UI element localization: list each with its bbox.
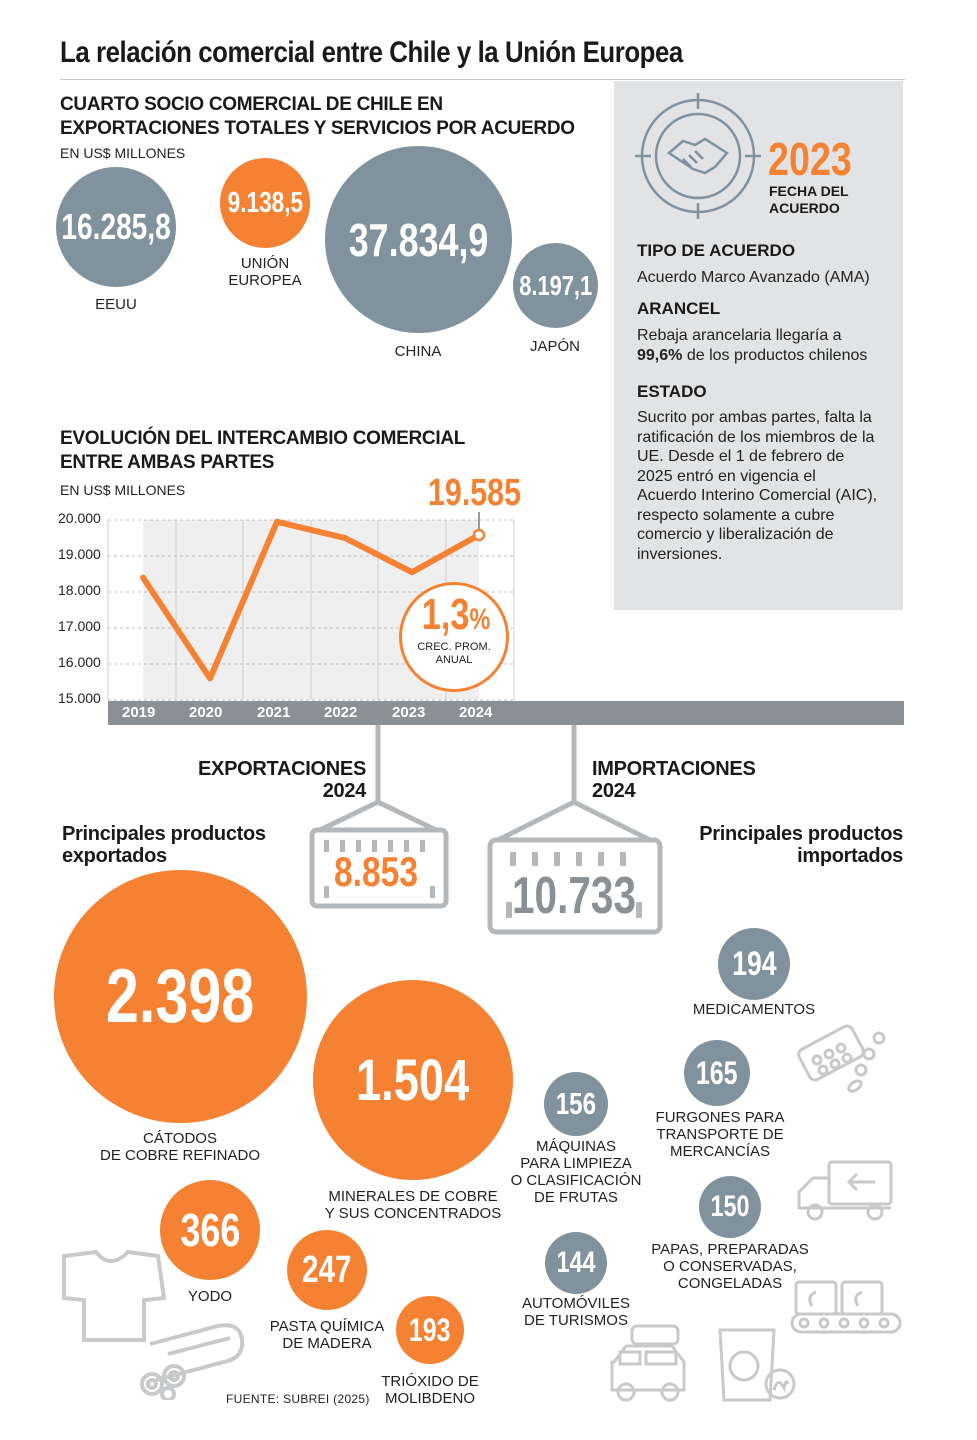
source-note: FUENTE: SUBREI (2025)	[226, 1392, 370, 1406]
label-line: CONGELADAS	[677, 1275, 783, 1292]
x-tick-label: 2020	[189, 704, 223, 721]
agreement-type-text: Acuerdo Marco Avanzado (AMA)	[637, 269, 870, 286]
imported-heading-line2: importados	[797, 845, 903, 867]
exported-heading-line2: exportados	[62, 845, 167, 867]
partner-label-china: CHINA	[394, 343, 442, 360]
imports-heading-line1: IMPORTACIONES	[592, 758, 756, 780]
partner-bubble-eeuu: 16.285,8	[56, 167, 176, 287]
export-label-minerales	[313, 1188, 513, 1222]
shirt-and-logs-icon	[58, 1248, 248, 1400]
export-label-pasta	[267, 1318, 387, 1352]
label-line: FURGONES PARA	[655, 1109, 785, 1126]
status-line: Sucrito por ambas partes, falta la	[637, 409, 872, 426]
label-line: TRIÓXIDO DE	[381, 1373, 479, 1390]
partner-bubble-ue: 9.138,5	[220, 158, 310, 248]
label-line: MINERALES DE COBRE	[328, 1188, 498, 1205]
label-line: DE COBRE REFINADO	[99, 1147, 261, 1164]
label-line: MERCANCÍAS	[669, 1143, 770, 1160]
partner-label-ue-line2: EUROPEA	[228, 272, 302, 289]
y-tick-label: 19.000	[58, 546, 101, 562]
export-bubble-yodo: 366	[160, 1180, 260, 1280]
status-line: respecto solamente a cubre	[637, 506, 835, 524]
growth-number: 1,3	[421, 590, 470, 639]
evolution-heading-line1: EVOLUCIÓN DEL INTERCAMBIO COMERCIAL	[60, 428, 466, 449]
growth-percent-sign: %	[469, 603, 491, 636]
year-caption-line2: ACUERDO	[769, 200, 840, 216]
status-line: Acuerdo Interino Comercial (AIC),	[637, 487, 878, 504]
import-label-papas	[649, 1241, 811, 1292]
truck-icon	[795, 1158, 895, 1224]
status-line: 2025 entró en vigencia el	[637, 467, 816, 485]
import-label-maquinas	[506, 1138, 646, 1206]
y-tick-label: 16.000	[58, 654, 101, 670]
label-line: PASTA QUÍMICA	[269, 1318, 385, 1335]
exports-value: 8.853	[333, 848, 419, 895]
label-line: DE TURISMOS	[524, 1312, 628, 1329]
export-bubble-minerales: 1.504	[313, 980, 513, 1180]
partners-heading-line1: CUARTO SOCIO COMERCIAL DE CHILE EN	[60, 94, 443, 115]
evolution-unit: EN US$ MILLONES	[60, 482, 186, 498]
y-tick-label: 20.000	[58, 510, 101, 526]
label-line: TRANSPORTE DE	[656, 1126, 784, 1143]
imported-heading-line1: Principales productos	[699, 823, 903, 845]
status-line: ratificación de los miembros de la	[637, 428, 875, 446]
exported-heading-line1: Principales productos	[62, 823, 266, 845]
growth-caption-line1: CREC. PROM.	[417, 641, 491, 653]
x-tick-label: 2022	[324, 704, 358, 721]
export-label-yodo: YODO	[187, 1288, 233, 1305]
growth-caption	[404, 641, 504, 667]
partner-bubble-japon: 8.197,1	[513, 243, 598, 328]
evolution-highlight-value: 19.585	[428, 472, 521, 514]
status-line: inversiones.	[637, 545, 723, 563]
partners-heading-line2: EXPORTACIONES TOTALES Y SERVICIOS POR ACUERDO	[60, 118, 575, 139]
partners-unit: EN US$ MILLONES	[60, 145, 186, 161]
status-line: comercio y liberalización de	[637, 526, 834, 543]
x-tick-label: 2024	[459, 704, 493, 721]
label-line: O CONSERVADAS,	[663, 1258, 797, 1275]
x-tick-label: 2019	[122, 704, 156, 721]
export-bubble-catodos: 2.398	[54, 870, 307, 1123]
growth-value	[413, 590, 499, 640]
partner-label-ue-line1: UNIÓN	[240, 255, 290, 272]
year-caption-line1: FECHA DEL	[769, 183, 849, 199]
partner-label-japon: JAPÓN	[529, 338, 580, 355]
tariff-line1: Rebaja arancelaria llegaría a	[637, 327, 842, 344]
y-tick-label: 17.000	[58, 618, 101, 634]
imports-heading	[592, 758, 756, 802]
page-title: La relación comercial entre Chile y la Unión Europea	[60, 36, 683, 69]
export-label-molibdeno	[380, 1373, 480, 1407]
tariff-rest: de los productos chilenos	[682, 346, 868, 364]
exports-heading-line2: 2024	[322, 780, 366, 802]
chips-bag-icon	[714, 1326, 798, 1408]
exports-heading-line1: EXPORTACIONES	[198, 758, 366, 780]
car-icon	[606, 1322, 690, 1406]
tariff-percent: 99,6%	[637, 346, 683, 364]
import-bubble-medicamentos: 194	[718, 928, 790, 1000]
label-line: PAPAS, PREPARADAS	[651, 1241, 809, 1258]
imports-heading-line2: 2024	[592, 780, 636, 802]
import-bubble-maquinas: 156	[544, 1072, 608, 1136]
x-tick-label: 2023	[392, 704, 426, 721]
agreement-year: 2023	[768, 133, 852, 185]
import-label-medicamentos: MEDICAMENTOS	[692, 1001, 816, 1018]
conveyor-icon	[790, 1276, 902, 1336]
status-heading: ESTADO	[637, 382, 707, 401]
y-tick-label: 15.000	[58, 690, 101, 706]
import-bubble-papas: 150	[699, 1176, 761, 1238]
label-line: MOLIBDENO	[384, 1390, 475, 1407]
partner-bubble-china: 37.834,9	[325, 146, 512, 333]
status-line: UE. Desde el 1 de febrero de	[637, 448, 845, 465]
import-bubble-furgones: 165	[684, 1040, 750, 1106]
export-bubble-molibdeno: 193	[396, 1296, 464, 1364]
import-bubble-automoviles: 144	[545, 1232, 607, 1294]
label-line: CÁTODOS	[143, 1130, 217, 1147]
export-bubble-pasta: 247	[287, 1230, 367, 1310]
label-line: MÁQUINAS	[535, 1138, 616, 1155]
exports-heading	[180, 758, 366, 802]
label-line: DE FRUTAS	[534, 1189, 618, 1206]
growth-caption-line2: ANUAL	[435, 654, 473, 666]
label-line: DE MADERA	[282, 1335, 372, 1352]
evolution-heading-line2: ENTRE AMBAS PARTES	[60, 452, 275, 473]
label-line: AUTOMÓVILES	[521, 1295, 631, 1312]
label-line: Y SUS CONCENTRADOS	[324, 1205, 502, 1222]
export-label-catodos	[80, 1130, 280, 1164]
y-tick-label: 18.000	[58, 582, 101, 598]
label-line: O CLASIFICACIÓN	[510, 1172, 642, 1189]
x-tick-label: 2021	[257, 704, 291, 721]
import-label-furgones	[655, 1109, 785, 1160]
pills-icon	[795, 1018, 895, 1098]
exported-heading	[62, 823, 266, 867]
imports-value: 10.733	[511, 867, 637, 925]
agreement-type-heading: TIPO DE ACUERDO	[637, 241, 796, 260]
data-point-2024	[474, 530, 484, 540]
imported-heading	[660, 823, 903, 867]
partner-label-eeuu: EEUU	[95, 296, 137, 313]
label-line: PARA LIMPIEZA	[520, 1155, 632, 1172]
tariff-heading: ARANCEL	[637, 299, 721, 318]
